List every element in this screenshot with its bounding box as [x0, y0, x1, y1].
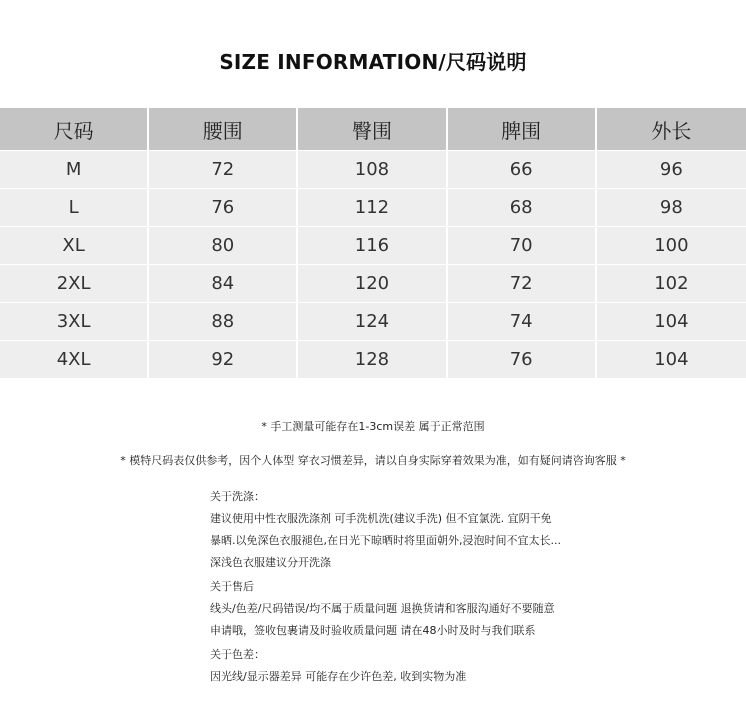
cell-hip: 128: [298, 340, 447, 378]
measurement-note: * 手工测量可能存在1-3cm误差 属于正常范围: [261, 420, 485, 433]
cell-hip: 108: [298, 150, 447, 188]
cell-hip: 124: [298, 302, 447, 340]
header-size: 尺码: [0, 108, 149, 150]
table-row: [0, 150, 746, 188]
cell-size: 4XL: [0, 340, 149, 378]
wash-line: 暴晒.以免深色衣服褪色,在日光下晾晒时将里面朝外,浸泡时间不宜太长...: [210, 534, 561, 547]
cell-waist: 80: [149, 226, 298, 264]
aftersale-line: 申请哦，签收包裹请及时验收质量问题 请在48小时及时与我们联系: [210, 624, 536, 637]
header-length: 外长: [597, 108, 746, 150]
cell-thigh: 68: [448, 188, 597, 226]
table-header-row: [0, 108, 746, 150]
cell-waist: 72: [149, 150, 298, 188]
cell-hip: 116: [298, 226, 447, 264]
aftersale-line: 线头/色差/尺码错误/均不属于质量问题 退换货请和客服沟通好不要随意: [210, 602, 555, 615]
table-row: [0, 302, 746, 340]
cell-length: 96: [597, 150, 746, 188]
cell-thigh: 72: [448, 264, 597, 302]
cell-waist: 84: [149, 264, 298, 302]
cell-thigh: 66: [448, 150, 597, 188]
color-title: 关于色差：: [210, 648, 265, 661]
header-hip: 臀围: [298, 108, 447, 150]
cell-size: 3XL: [0, 302, 149, 340]
cell-thigh: 74: [448, 302, 597, 340]
cell-length: 100: [597, 226, 746, 264]
cell-waist: 76: [149, 188, 298, 226]
size-table: [0, 108, 746, 378]
cell-hip: 112: [298, 188, 447, 226]
aftersale-title: 关于售后: [210, 580, 254, 593]
cell-length: 104: [597, 302, 746, 340]
header-thigh: 脾围: [448, 108, 597, 150]
page-title: SIZE INFORMATION/尺码说明: [219, 50, 527, 74]
header-waist: 腰围: [149, 108, 298, 150]
wash-line: 建议使用中性衣服洗涤剂 可手洗机洗(建议手洗) 但不宜氯洗. 宜阴干免: [210, 512, 552, 525]
cell-thigh: 76: [448, 340, 597, 378]
cell-length: 104: [597, 340, 746, 378]
table-row: [0, 226, 746, 264]
color-line: 因光线/显示器差异 可能存在少许色差, 收到实物为准: [210, 670, 467, 683]
cell-size: XL: [0, 226, 149, 264]
care-section: [210, 486, 630, 688]
wash-line: 深浅色衣服建议分开洗涤: [210, 556, 331, 569]
cell-waist: 92: [149, 340, 298, 378]
cell-size: M: [0, 150, 149, 188]
cell-hip: 120: [298, 264, 447, 302]
cell-size: L: [0, 188, 149, 226]
cell-waist: 88: [149, 302, 298, 340]
cell-length: 98: [597, 188, 746, 226]
table-row: [0, 340, 746, 378]
table-row: [0, 264, 746, 302]
cell-size: 2XL: [0, 264, 149, 302]
model-note: * 模特尺码表仅供参考，因个人体型 穿衣习惯差异，请以自身实际穿着效果为准，如有疑问请咨询客服 *: [120, 454, 626, 467]
cell-thigh: 70: [448, 226, 597, 264]
wash-title: 关于洗涤：: [210, 490, 265, 503]
cell-length: 102: [597, 264, 746, 302]
table-row: [0, 188, 746, 226]
